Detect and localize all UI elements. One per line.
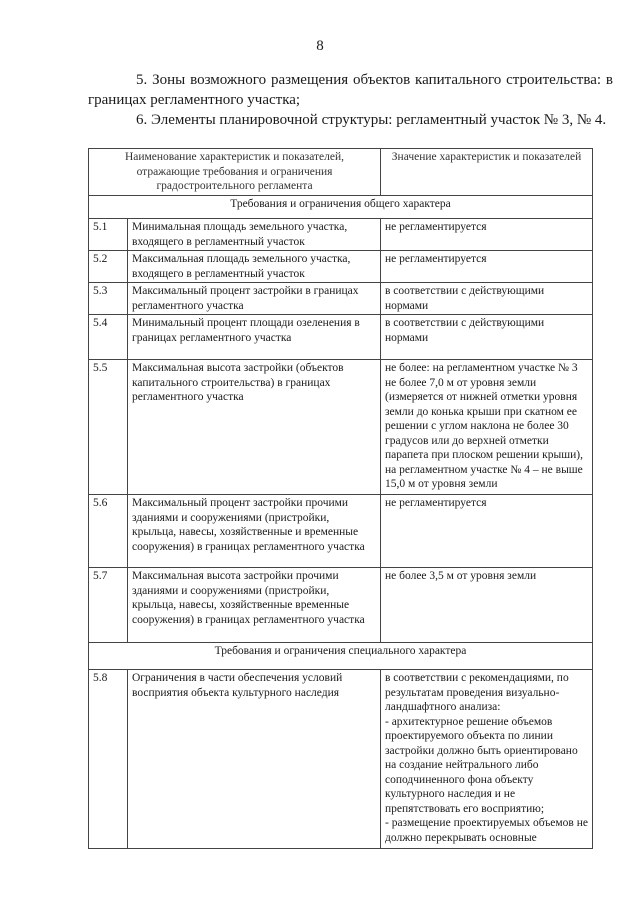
table-row <box>89 219 593 251</box>
row-value: в соответствии с рекомендациями, по результатам проведения визуально-ландшафтного анализа: - архитектурное решение объемов проектируемого объекта по линии застройки должно быть ориентировано на создание нейтрального либо соподчиненного фона объекту культурного наследия и не препятствовать его восприятию; - размещение проектируемых объемов не должно перекрывать основные <box>381 670 593 849</box>
row-number: 5.5 <box>89 360 128 495</box>
paragraph-planning-structure: 6. Элементы планировочной структуры: регламентный участок № 3, № 4. <box>136 112 607 128</box>
row-name: Максимальная высота застройки (объектов капитального строительства) в границах регламентного участка <box>128 360 381 495</box>
row-number: 5.8 <box>89 670 128 849</box>
paragraph-zones: 5. Зоны возможного размещения объектов капитального строительства: в границах регламентного участка; <box>88 72 613 108</box>
table-row <box>89 670 593 849</box>
table-row <box>89 495 593 568</box>
row-number: 5.7 <box>89 568 128 643</box>
section-special-title: Требования и ограничения специального характера <box>89 643 593 670</box>
table-row <box>89 568 593 643</box>
row-number: 5.1 <box>89 219 128 251</box>
row-number: 5.4 <box>89 315 128 360</box>
section-general-title: Требования и ограничения общего характера <box>89 196 593 219</box>
header-values: Значение характеристик и показателей <box>381 149 593 196</box>
row-value: в соответствии с действующими нормами <box>381 283 593 315</box>
row-name: Максимальный процент застройки в границах регламентного участка <box>128 283 381 315</box>
row-name: Максимальная высота застройки прочими зданиями и сооружениями (пристройки, крыльца, навесы, хозяйственные временные сооружения) в границах регламентного участка <box>128 568 381 643</box>
row-value: не регламентируется <box>381 251 593 283</box>
row-name: Минимальный процент площади озеленения в границах регламентного участка <box>128 315 381 360</box>
row-name: Ограничения в части обеспечения условий восприятия объекта культурного наследия <box>128 670 381 849</box>
section-general-row <box>89 196 593 219</box>
table-row <box>89 315 593 360</box>
page-number: 8 <box>316 38 324 54</box>
row-number: 5.6 <box>89 495 128 568</box>
row-name: Минимальная площадь земельного участка, входящего в регламентный участок <box>128 219 381 251</box>
row-number: 5.3 <box>89 283 128 315</box>
row-value: не более: на регламентном участке № 3 не более 7,0 м от уровня земли (измеряется от нижней отметки уровня земли до конька крыши при скатном ее решении с углом наклона не более 30 градусов или до верхней отметки парапета при плоском решении крыши), на регламентном участке № 4 – не выше 15,0 м от уровня земли <box>381 360 593 495</box>
table-row <box>89 251 593 283</box>
table-header-row <box>89 149 593 196</box>
row-value: в соответствии с действующими нормами <box>381 315 593 360</box>
row-number: 5.2 <box>89 251 128 283</box>
row-name: Максимальный процент застройки прочими зданиями и сооружениями (пристройки, крыльца, навесы, хозяйственные и временные сооружения) в границах регламентного участка <box>128 495 381 568</box>
row-value: не регламентируется <box>381 495 593 568</box>
table-row <box>89 360 593 495</box>
section-special-row <box>89 643 593 670</box>
row-value: не регламентируется <box>381 219 593 251</box>
header-characteristics: Наименование характеристик и показателей, отражающие требования и ограничения градостроительного регламента <box>89 149 381 196</box>
table-row <box>89 283 593 315</box>
row-value: не более 3,5 м от уровня земли <box>381 568 593 643</box>
requirements-table <box>88 148 593 849</box>
row-name: Максимальная площадь земельного участка, входящего в регламентный участок <box>128 251 381 283</box>
